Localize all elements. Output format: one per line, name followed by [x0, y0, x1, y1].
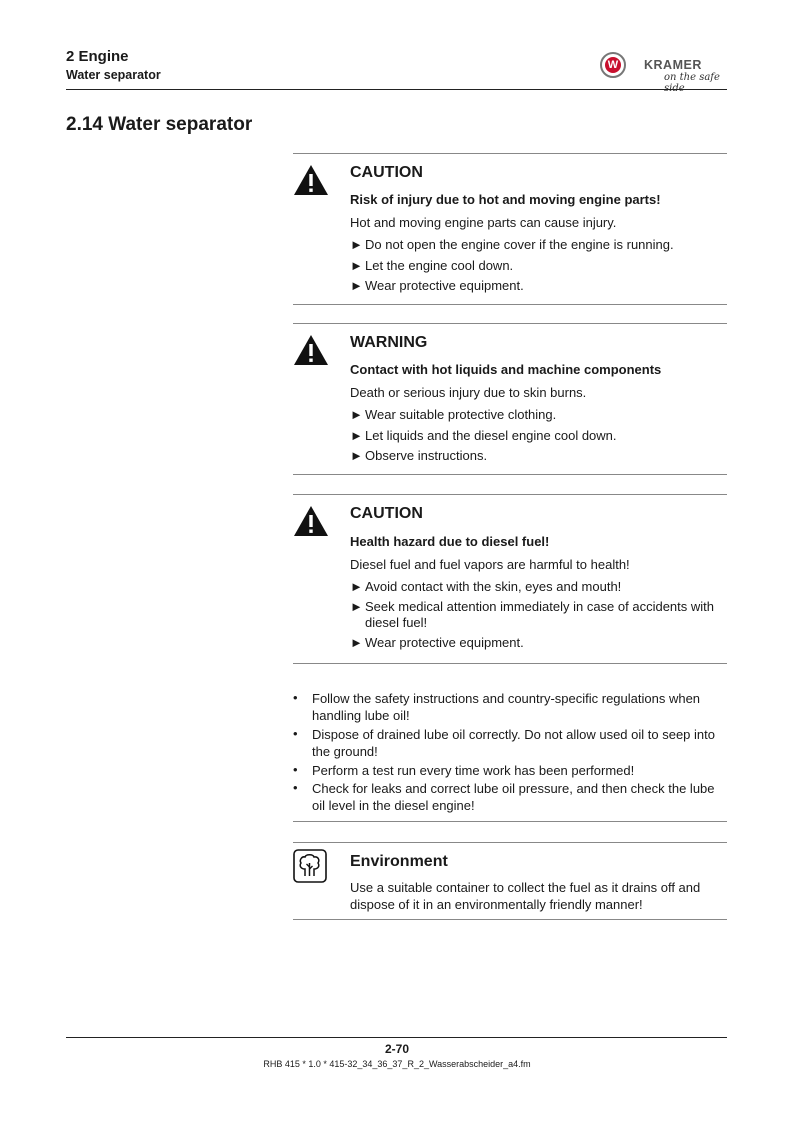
action-item: ► Do not open the engine cover if the engine is running. — [350, 237, 674, 252]
action-item: ► Avoid contact with the skin, eyes and mouth! — [350, 579, 622, 594]
environment-notice — [293, 842, 727, 920]
document-file-reference: RHB 415 * 1.0 * 415-32_34_36_37_R_2_Wasserabscheider_a4.fm — [263, 1059, 531, 1069]
logo-tagline: on the safe side — [664, 72, 720, 94]
page-number: 2-70 — [384, 1042, 410, 1056]
chapter-heading: 2 Engine — [66, 48, 129, 65]
logo-mark-icon — [600, 52, 626, 78]
footer-rule — [66, 1037, 727, 1038]
notice-text: Hot and moving engine parts can cause injury. — [350, 215, 617, 230]
warning-triangle-icon — [293, 334, 329, 366]
warning-notice-hot-liquids — [293, 323, 727, 475]
notice-text: Diesel fuel and fuel vapors are harmful to health! — [350, 557, 630, 572]
chapter-subheading: Water separator — [66, 68, 161, 82]
section-title: 2.14 Water separator — [66, 114, 253, 135]
warning-triangle-icon — [293, 164, 329, 196]
notice-text: Death or serious injury due to skin burns. — [350, 385, 587, 400]
notice-title: CAUTION — [350, 505, 423, 522]
caution-notice-hot-parts — [293, 153, 727, 305]
action-item: ► Wear protective equipment. — [350, 635, 524, 650]
environment-text: Use a suitable container to collect the fuel as it drains off and dispose of it in an environmentally friendly manner! — [350, 880, 701, 912]
separator-rule — [293, 821, 727, 822]
notice-headline: Contact with hot liquids and machine components — [350, 362, 662, 377]
tree-icon — [293, 849, 327, 883]
action-item: ► Seek medical attention immediately in case of accidents with diesel fuel! — [350, 599, 715, 630]
header-rule — [66, 89, 727, 90]
environment-title: Environment — [350, 853, 448, 870]
caution-notice-diesel-fuel — [293, 494, 727, 664]
action-item: ► Let liquids and the diesel engine cool down. — [350, 428, 617, 443]
notice-headline: Risk of injury due to hot and moving engine parts! — [350, 192, 661, 207]
action-item: ► Wear protective equipment. — [350, 278, 524, 293]
action-item: ► Let the engine cool down. — [350, 258, 514, 273]
logo-mark-letter: W — [605, 57, 621, 73]
logo-name: KRAMER — [644, 58, 702, 72]
notice-title: WARNING — [350, 334, 428, 351]
action-item: ► Wear suitable protective clothing. — [350, 407, 557, 422]
notice-headline: Health hazard due to diesel fuel! — [350, 534, 550, 549]
notice-title: CAUTION — [350, 164, 423, 181]
kramer-logo — [600, 52, 730, 94]
warning-triangle-icon — [293, 505, 329, 537]
action-item: ► Observe instructions. — [350, 448, 488, 463]
